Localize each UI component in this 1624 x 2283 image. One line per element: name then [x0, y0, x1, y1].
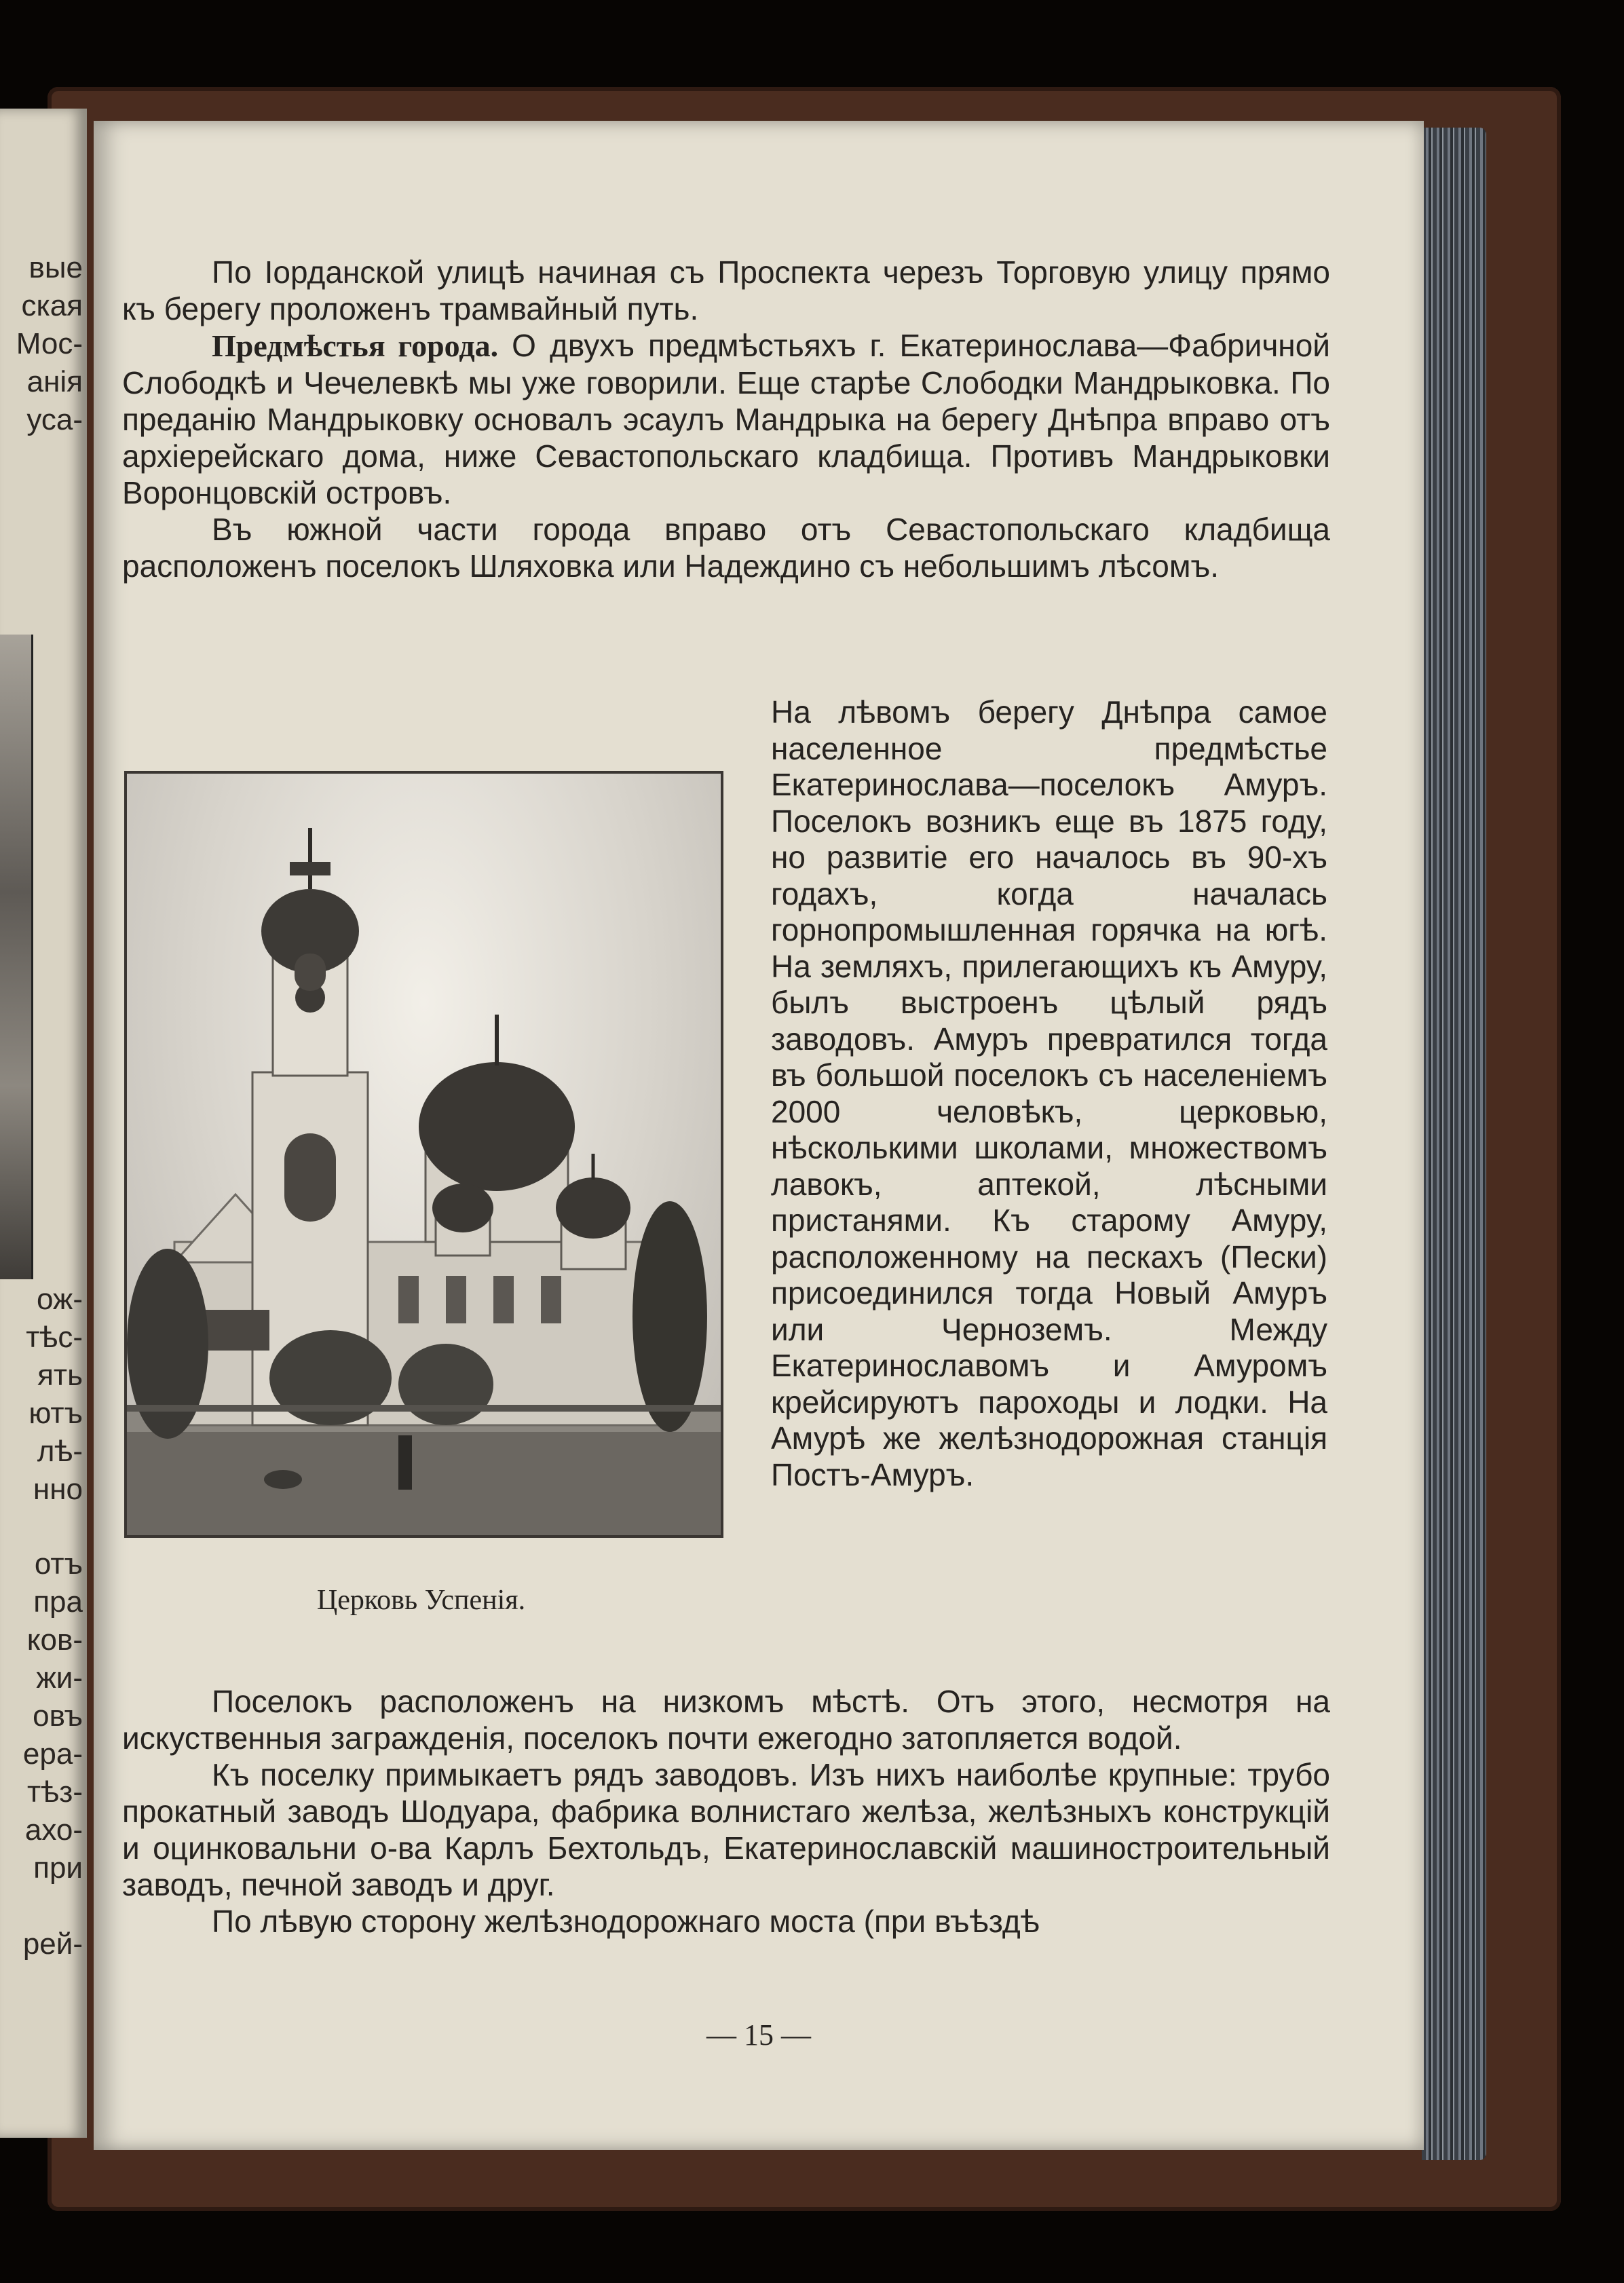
prev-page-fragment: жи-	[36, 1661, 83, 1695]
prev-page-fragment: ять	[37, 1359, 83, 1392]
prev-page-fragment: ютъ	[29, 1397, 83, 1430]
section-heading: Предмѣстья города.	[212, 328, 499, 363]
paragraph-flooding: Поселокъ расположенъ на низкомъ мѣстѣ. Отъ этого, несмотря на искуственныя загражденія, поселокъ почти ежегодно затопляется водой.	[122, 1684, 1330, 1756]
prev-page-fragment: тѣс-	[26, 1321, 83, 1354]
body-text-bottom	[122, 1683, 1330, 1940]
church-illustration	[127, 774, 721, 1535]
page-edges	[1422, 128, 1486, 2160]
page-number: — 15 —	[706, 2018, 811, 2052]
prev-page-fragment: Мос-	[16, 327, 83, 360]
photo-caption: Церковь Успенія.	[316, 1585, 526, 1616]
prev-page-fragment: тѣз-	[27, 1775, 83, 1809]
prev-page-fragment: нно	[33, 1473, 83, 1506]
prev-page-fragment: ская	[21, 289, 83, 322]
prev-page-fragment: вые	[29, 251, 83, 284]
paragraph-suburbs: О двухъ предмѣстьяхъ г. Екатеринослава—Фабричной Слободкѣ и Чечелевкѣ мы уже говорили. Еще старѣе Слободки Мандрыковка. По преданію Мандрыковку основалъ эсаулъ Мандрыка на берегу Днѣпра вправо отъ архіерейскаго дома, ниже Севастопольскаго кладбища. Противъ Мандрыковки Воронцовскій островъ.	[122, 328, 1330, 510]
paragraph-shlyakhovka: Въ южной части города вправо отъ Севастопольскаго кладбища расположенъ поселокъ Шляховка или Надеждино съ небольшимъ лѣсомъ.	[122, 512, 1330, 584]
prev-page-fragment: анія	[26, 365, 83, 398]
previous-page	[0, 109, 87, 2138]
prev-page-fragment: лѣ-	[37, 1435, 83, 1468]
church-photo	[124, 771, 723, 1538]
prev-page-fragment: ера-	[22, 1737, 83, 1771]
paragraph-factories: Къ поселку примыкаетъ рядъ заводовъ. Изъ нихъ наиболѣе крупные: трубо прокатный заводъ Шодуара, фабрика волнистаго желѣза, желѣзныхъ конструкцій и оцинковальни о-ва Карлъ Бехтольдъ, Екатеринославскій машиностроительный заводъ, печной заводъ и друг.	[122, 1757, 1330, 1902]
paragraph-tram: По Іорданской улицѣ начиная съ Проспекта черезъ Торговую улицу прямо къ берегу проложенъ трамвайный путь.	[122, 254, 1330, 326]
prev-page-fragment: уса-	[26, 403, 83, 436]
prev-page-photo	[0, 635, 33, 1279]
prev-page-fragment: при	[33, 1851, 83, 1885]
right-column-text: На лѣвомъ берегу Днѣпра самое населенное предмѣстье Екатеринослава—поселокъ Амуръ. Поселокъ возникъ еще въ 1875 году, но развитіе его началось въ 90-хъ годахъ, когда началась горнопромышленная горячка на югѣ. На земляхъ, прилегающихъ къ Амуру, былъ выстроенъ цѣлый рядъ заводовъ. Амуръ превратился тогда въ большой поселокъ съ населеніемъ 2000 человѣкъ, церковью, нѣсколькими школами, множествомъ лавокъ, аптекой, лѣсными пристанями. Къ старому Амуру, расположенному на пескахъ (Пески) присоединился тогда Новый Амуръ или Черноземъ. Между Екатеринославомъ и Амуромъ крейсируютъ пароходы и лодки. На Амурѣ же желѣзнодорожная станція Постъ-Амуръ.	[771, 694, 1327, 1492]
paragraph-bridge: По лѣвую сторону желѣзнодорожнаго моста (при въѣздѣ	[212, 1904, 1040, 1939]
body-text-top	[122, 254, 1330, 584]
prev-page-fragment: отъ	[34, 1547, 83, 1581]
prev-page-fragment: пра	[33, 1585, 83, 1619]
prev-page-fragment: ож-	[36, 1283, 83, 1316]
prev-page-fragment: ков-	[26, 1623, 83, 1657]
prev-page-fragment: ахо-	[24, 1813, 83, 1847]
book-page	[94, 121, 1424, 2150]
prev-page-fragment: овъ	[33, 1699, 83, 1733]
prev-page-fragment: рей-	[22, 1927, 83, 1961]
